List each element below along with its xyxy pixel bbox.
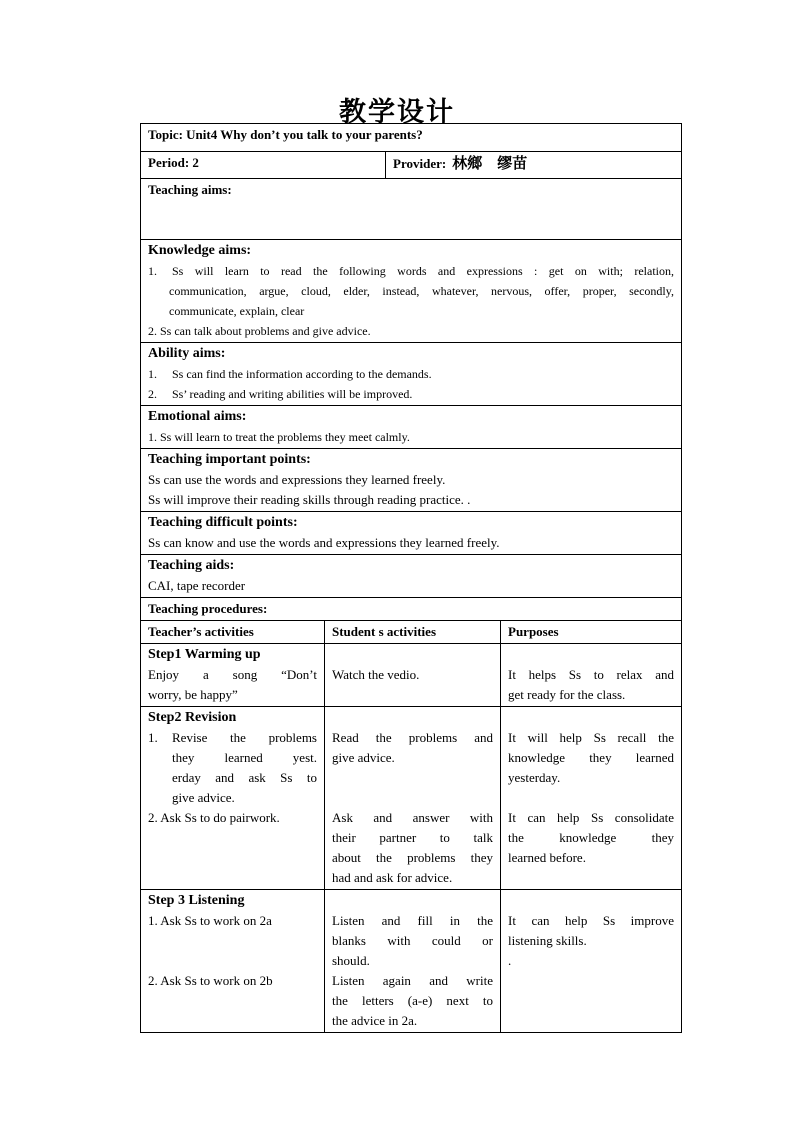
step2-t1-line1: Revise the problems [172,730,317,745]
step2-t1-line4: give advice. [172,790,235,805]
topic-cell: Topic: Unit4 Why don’t you talk to your parents? [141,124,682,152]
col-header-purpose: Purposes [501,621,682,644]
knowledge-aims-cell [141,240,682,343]
step3-purpose-cell [501,890,682,1033]
knowledge-item-number: 1. [148,264,157,278]
teaching-aids-heading: Teaching aids: [148,558,235,573]
period-cell: Period: 2 [141,152,386,179]
step2-purpose-cell [501,707,682,890]
step3-p1-line2: listening skills. [508,933,587,948]
step2-teacher-cell [141,707,325,890]
step2-s2-line2: their partner to talk [332,830,493,845]
knowledge-item2: 2. Ss can talk about problems and give advice. [148,324,371,338]
step2-p1-line1: It will help Ss recall the [508,730,674,745]
col-header-student: Student s activities [325,621,501,644]
step3-s2-line3: the advice in 2a. [332,1013,418,1028]
step2-t1-line2: they learned yest. [172,750,317,765]
step3-s2-line1: Listen again and write [332,973,493,988]
step3-heading: Step 3 Listening [148,893,245,908]
step3-s1-line2: blanks with could or [332,933,493,948]
difficult-points-cell [141,512,682,555]
step1-student-text: Watch the vedio. [332,667,420,682]
provider-cell [386,152,682,179]
step2-p2-line1: It can help Ss consolidate [508,810,674,825]
step1-student-cell [325,644,501,707]
provider-label: Provider: [393,156,447,171]
step2-student-cell [325,707,501,890]
step2-p1-line2: knowledge they learned [508,750,674,765]
difficult-points-heading: Teaching difficult points: [148,515,298,530]
step1-purpose-line1: It helps Ss to relax and [508,667,674,682]
step3-t1: 1. Ask Ss to work on 2a [148,913,272,928]
step1-heading: Step1 Warming up [148,647,261,662]
page-title: 教学设计 [339,97,455,128]
step3-student-cell [325,890,501,1033]
knowledge-item1-line3: communicate, explain, clear [169,304,305,318]
step1-purpose-cell [501,644,682,707]
step2-p2-line2: the knowledge they [508,830,674,845]
col-header-teacher: Teacher’s activities [141,621,325,644]
ability-item1-number: 1. [148,367,157,381]
provider-name: 林鄉 缪苗 [452,154,528,172]
ability-item2-text: Ss’ reading and writing abilities will be improved. [172,387,413,401]
step3-s1-line3: should. [332,953,370,968]
lesson-plan-table [140,123,682,1033]
step3-p1-line1: It can help Ss improve [508,913,674,928]
important-point-2: Ss will improve their reading skills through reading practice. . [148,492,471,507]
step2-p2-line3: learned before. [508,850,586,865]
ability-item1-text: Ss can find the information according to the demands. [172,367,432,381]
step2-s2-line4: had and ask for advice. [332,870,453,885]
step3-teacher-cell [141,890,325,1033]
ability-item2-number: 2. [148,387,157,401]
step2-s1-line2: give advice. [332,750,395,765]
step1-teacher-cell [141,644,325,707]
step3-s2-line2: the letters (a-e) next to [332,993,493,1008]
step1-teacher-line2: worry, be happy” [148,687,238,702]
difficult-point: Ss can know and use the words and expressions they learned freely. [148,535,500,550]
step2-p1-line3: yesterday. [508,770,561,785]
step2-s2-line1: Ask and answer with [332,810,493,825]
step3-s1-line1: Listen and fill in the [332,913,493,928]
step1-teacher-line1: Enjoy a song “Don’t [148,667,317,682]
step3-t2: 2. Ask Ss to work on 2b [148,973,273,988]
ability-aims-cell [141,343,682,406]
knowledge-aims-heading: Knowledge aims: [148,243,252,258]
teaching-aids-text: CAI, tape recorder [148,578,246,593]
knowledge-item1-line1: Ss will learn to read the following words and expressions : get on with; relation, [172,264,674,278]
ability-aims-heading: Ability aims: [148,346,226,361]
teaching-aims-cell: Teaching aims: [141,179,682,240]
step2-s1-line1: Read the problems and [332,730,493,745]
step2-t1-line3: erday and ask Ss to [172,770,317,785]
teaching-aids-cell [141,555,682,598]
important-points-heading: Teaching important points: [148,452,311,467]
step1-purpose-line2: get ready for the class. [508,687,626,702]
important-points-cell [141,449,682,512]
step2-s2-line3: about the problems they [332,850,493,865]
step3-p2: . [508,953,512,968]
emotional-item: 1. Ss will learn to treat the problems they meet calmly. [148,430,410,444]
step2-t2: 2. Ask Ss to do pairwork. [148,810,280,825]
step2-heading: Step2 Revision [148,710,237,725]
step2-t1-number: 1. [148,730,158,745]
emotional-aims-cell [141,406,682,449]
important-point-1: Ss can use the words and expressions they learned freely. [148,472,446,487]
emotional-aims-heading: Emotional aims: [148,409,247,424]
knowledge-item1-line2: communication, argue, cloud, elder, instead, whatever, nervous, offer, proper, secondly, [169,284,674,298]
procedures-title: Teaching procedures: [141,598,682,621]
